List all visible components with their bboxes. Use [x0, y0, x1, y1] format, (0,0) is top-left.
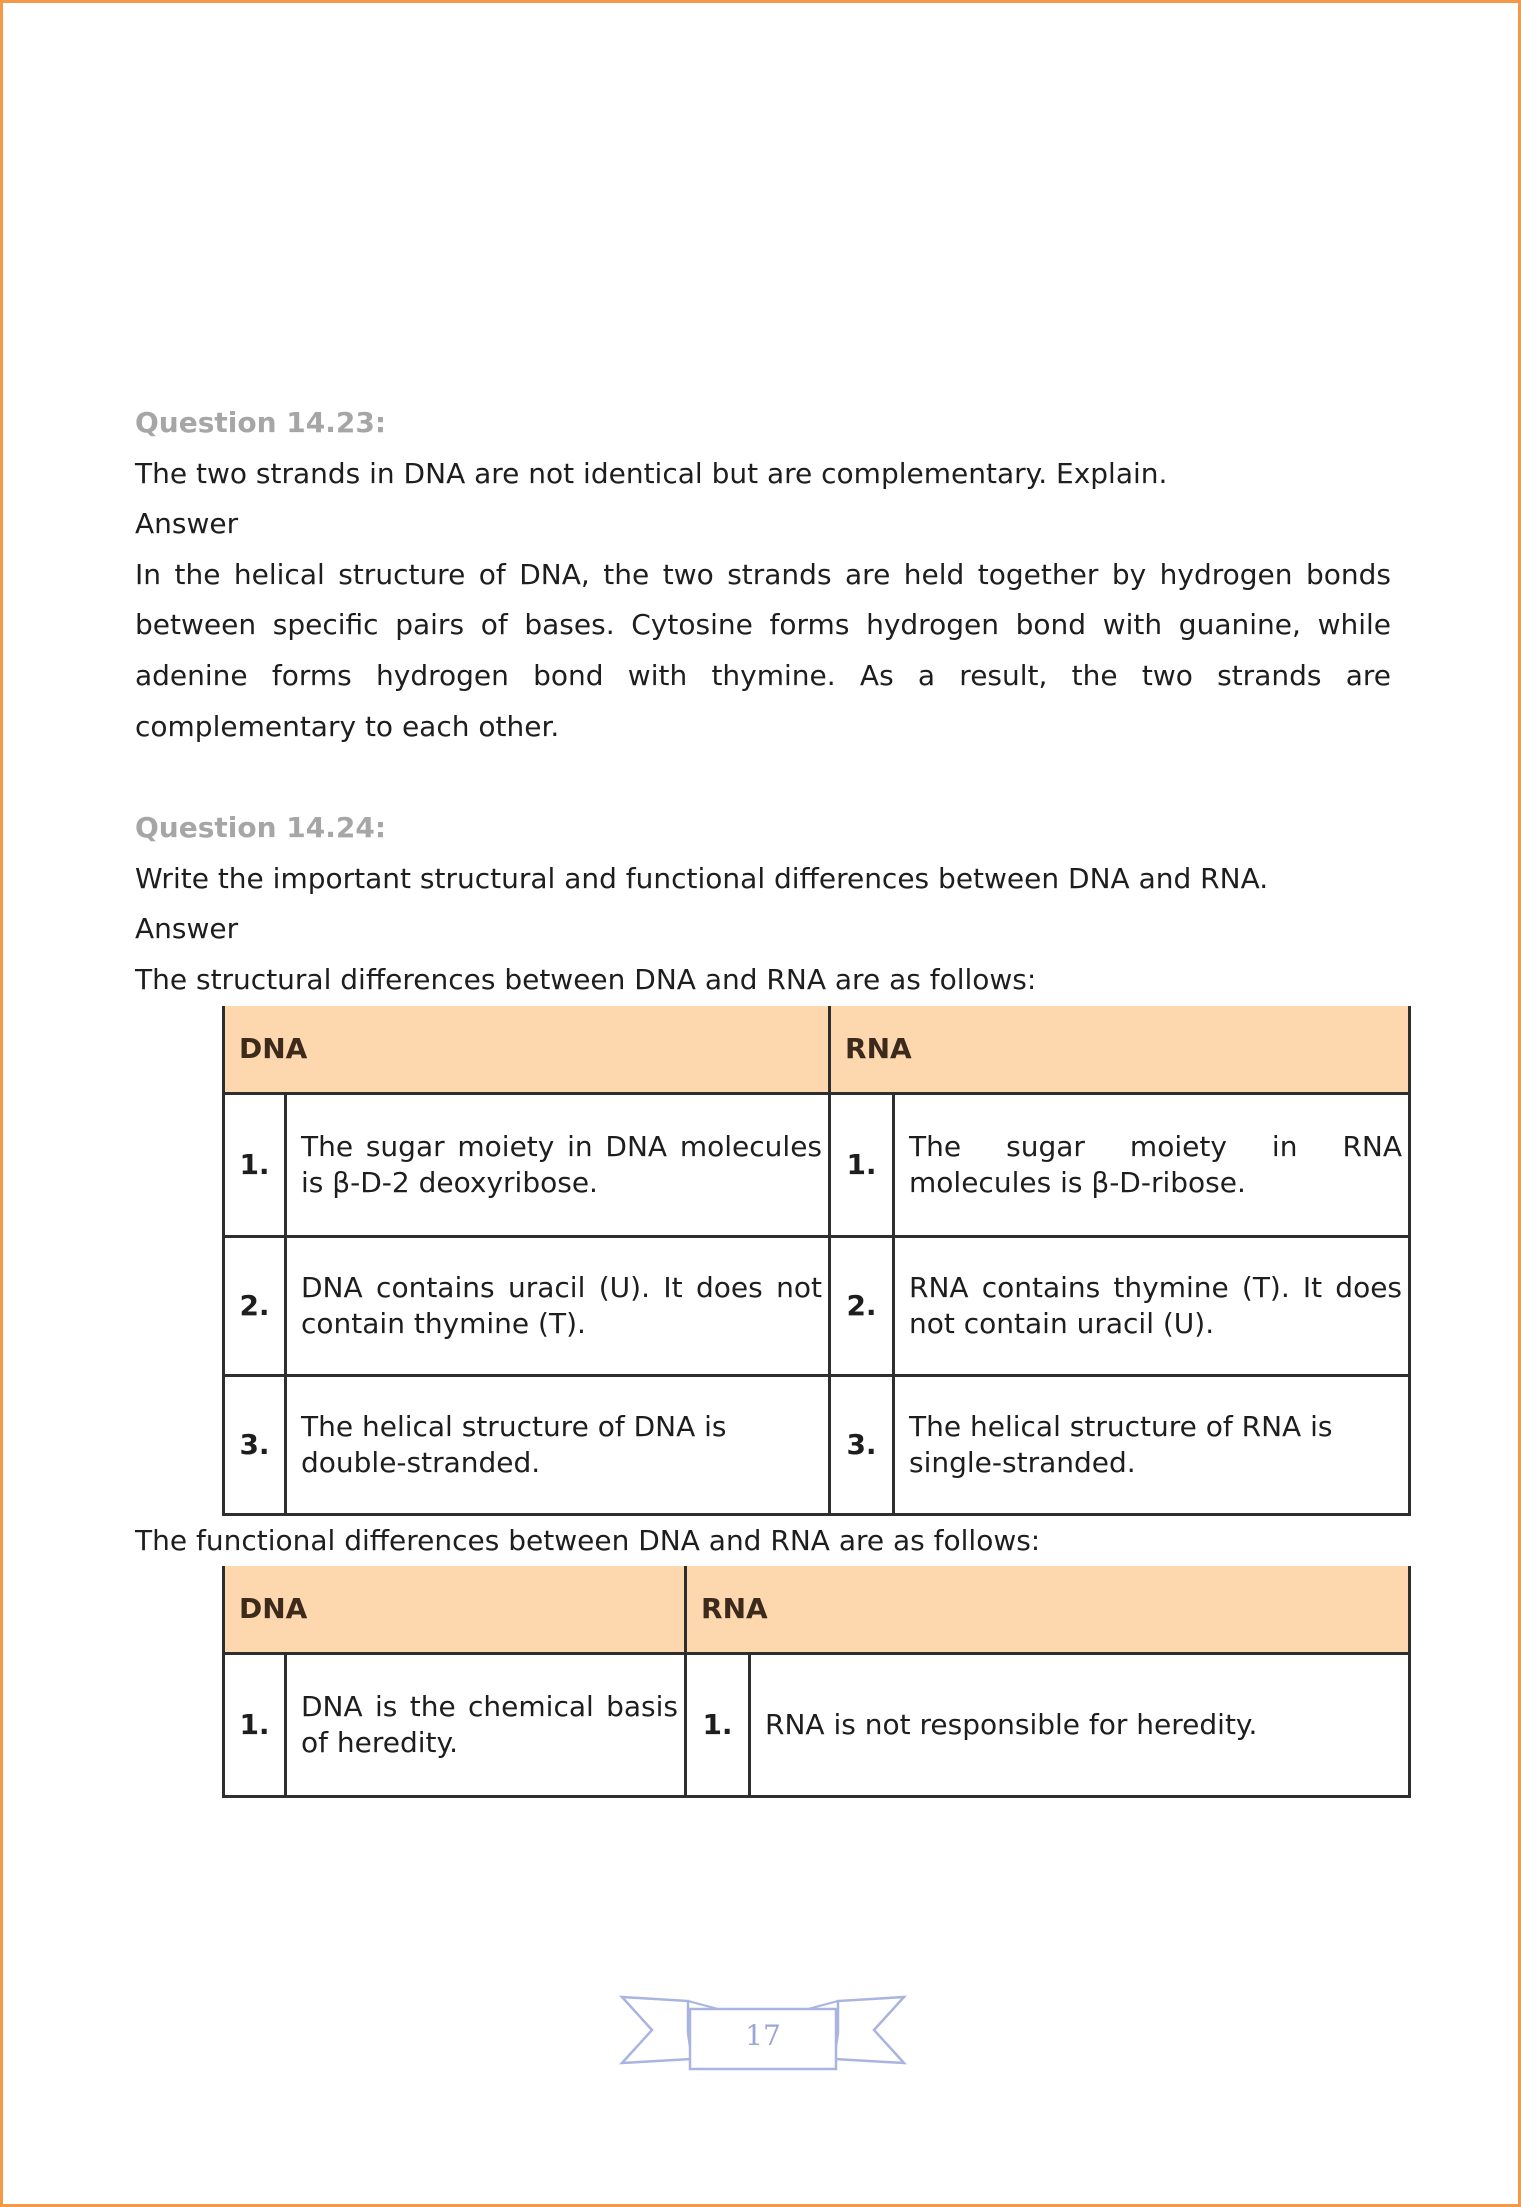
- table-row: [224, 1654, 1410, 1797]
- row-number: 1.: [686, 1654, 750, 1797]
- table-row: [224, 1236, 1410, 1375]
- question-text: The two strands in DNA are not identical but are complementary. Explain.: [135, 456, 1168, 490]
- dna-cell: DNA contains uracil (U). It does not contain thymine (T).: [286, 1236, 830, 1375]
- question-title: Question 14.24:: [135, 811, 387, 845]
- question-title: Question 14.23:: [135, 406, 387, 439]
- structural-intro: The structural differences between DNA and RNA are as follows:: [135, 962, 1037, 996]
- row-number: 1.: [224, 1654, 286, 1797]
- page-number-ribbon: [618, 1993, 908, 2073]
- rna-cell: RNA contains thymine (T). It does not contain uracil (U).: [894, 1236, 1410, 1375]
- row-number: 1.: [830, 1093, 894, 1236]
- functional-intro: The functional differences between DNA and RNA are as follows:: [135, 1523, 1041, 1557]
- row-number: 3.: [830, 1375, 894, 1514]
- row-number: 3.: [224, 1375, 286, 1514]
- rna-cell: The helical structure of RNA is single-stranded.: [894, 1375, 1410, 1514]
- table-row: [224, 1375, 1410, 1514]
- table-row: [224, 1093, 1410, 1236]
- row-number: 2.: [830, 1236, 894, 1375]
- dna-header: DNA: [224, 1006, 830, 1094]
- dna-cell: DNA is the chemical basis of heredity.: [286, 1654, 686, 1797]
- rna-header: RNA: [830, 1006, 1410, 1094]
- structural-differences-table: [222, 1006, 1411, 1516]
- page-content: [135, 398, 1403, 1798]
- functional-differences-table: [222, 1566, 1411, 1798]
- row-number: 1.: [224, 1093, 286, 1236]
- answer-label: Answer: [135, 507, 239, 541]
- rna-cell: RNA is not responsible for heredity.: [750, 1654, 1410, 1797]
- row-number: 2.: [224, 1236, 286, 1375]
- answer-text: In the helical structure of DNA, the two strands are held together by hydrogen bonds between specific pairs of bases. Cytosine forms hydrogen bond with guanine, while adenine forms hydrogen bond with thymine. As a result, the two strands are complementary to each other.: [135, 557, 1391, 743]
- page-number: 17: [745, 2019, 781, 2052]
- section-gap: [135, 752, 1391, 803]
- answer-label: Answer: [135, 912, 239, 946]
- dna-header: DNA: [224, 1566, 686, 1654]
- dna-cell: The helical structure of DNA is double-stranded.: [286, 1375, 830, 1514]
- table-header-row: [224, 1566, 1410, 1654]
- dna-cell: The sugar moiety in DNA molecules is β-D-2 deoxyribose.: [286, 1093, 830, 1236]
- rna-header: RNA: [686, 1566, 1410, 1654]
- rna-cell: The sugar moiety in RNA molecules is β-D-ribose.: [894, 1093, 1410, 1236]
- question-text: Write the important structural and functional differences between DNA and RNA.: [135, 861, 1269, 895]
- table-header-row: [224, 1006, 1410, 1094]
